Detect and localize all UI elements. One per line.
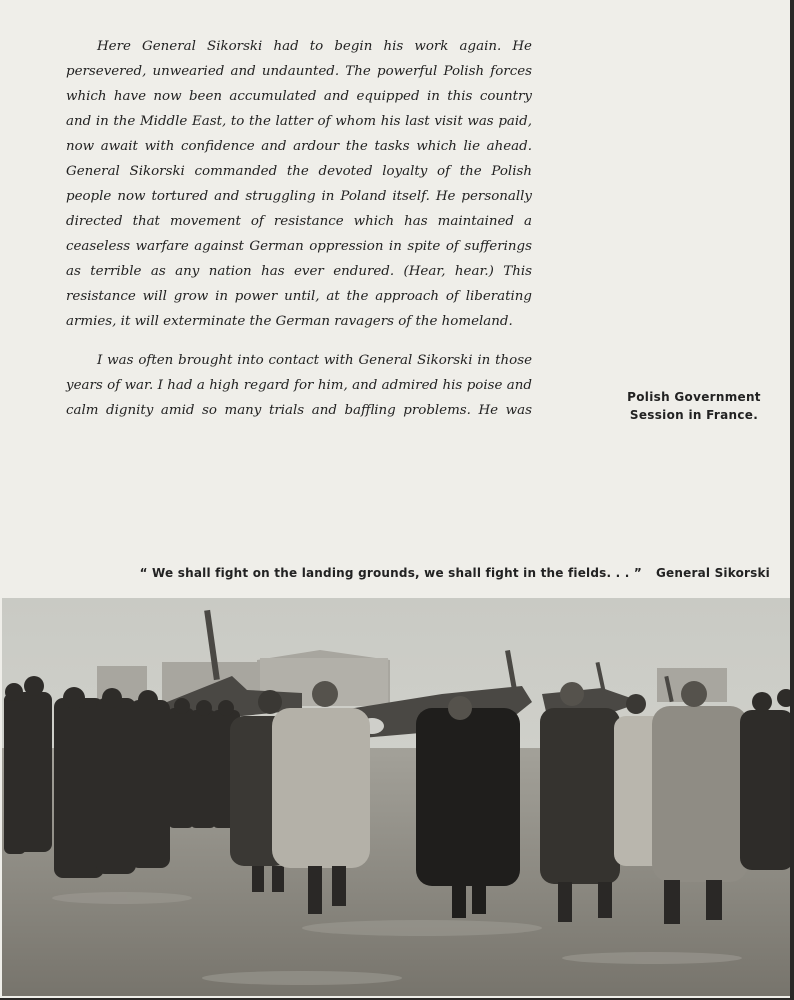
paragraph-1: Here General Sikorski had to begin his work again. He persevered, unwearied and undaunted. The powerful Polish forces which have now been accumulated and equipped in this country and in the Middle East, to the latter of whom his last visit was paid, now await with confidence and ardour the tasks which lie ahead. General Sikorski commanded the devoted loyalty of the Polish people now tortured and struggling in Poland itself. He personally directed that movement of resistance which has maintained a ceaseless warfare against German oppression in spite of sufferings as terrible as any nation has ever endured. (Hear, hear.) This resistance will grow in power until, at the approach of liberating armies, it will exterminate the German ravagers of the homeland. (66, 39, 532, 329)
photo-caption (600, 388, 788, 424)
airfield-photograph (2, 598, 790, 996)
paragraph-2: I was often brought into contact with General Sikorski in those years of war. I had a high regard for him, and admired his poise and calm dignity amid so many trials and baffling problems. He was (66, 353, 532, 418)
body-text (66, 34, 532, 423)
caption-line-1: Polish Government (627, 390, 761, 404)
quote-attribution: General Sikorski (656, 566, 770, 580)
quote-line (140, 566, 770, 580)
caption-line-2: Session in France. (629, 408, 759, 422)
quote-text: “ We shall fight on the landing grounds, we shall fight in the fields. . . ” (139, 566, 642, 580)
